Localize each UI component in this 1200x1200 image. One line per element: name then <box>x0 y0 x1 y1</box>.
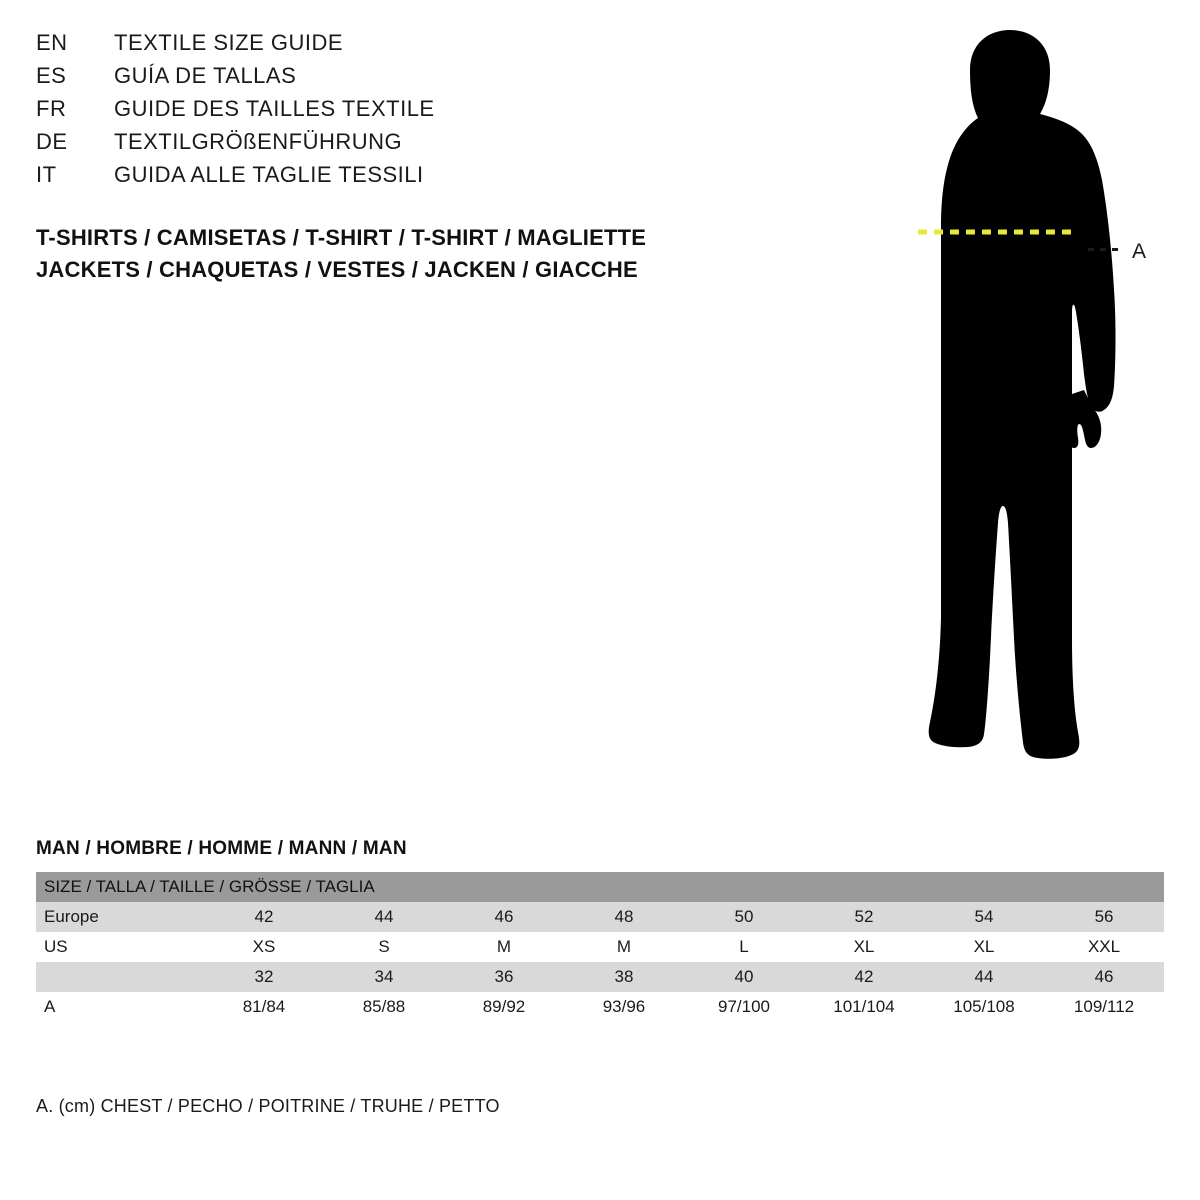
table-row <box>36 962 1164 992</box>
table-section-title: MAN / HOMBRE / HOMME / MANN / MAN <box>36 838 407 859</box>
table-cell: 93/96 <box>564 992 684 1022</box>
language-text: GUIDA ALLE TAGLIE TESSILI <box>114 162 424 187</box>
table-cell: M <box>564 932 684 962</box>
measure-label-a: A <box>1132 240 1147 263</box>
table-row <box>36 992 1164 1022</box>
language-row <box>36 30 736 63</box>
language-list <box>36 30 736 195</box>
table-header-row <box>36 872 1164 902</box>
table-cell: 42 <box>804 962 924 992</box>
category-jackets: JACKETS / CHAQUETAS / VESTES / JACKEN / GIACCHE <box>36 257 638 282</box>
table-cell: L <box>684 932 804 962</box>
footnote-chest-measure: A. (cm) CHEST / PECHO / POITRINE / TRUHE / PETTO <box>36 1096 500 1116</box>
row-label: US <box>36 932 204 962</box>
table-cell: 56 <box>1044 902 1164 932</box>
table-cell: 40 <box>684 962 804 992</box>
table-cell: S <box>324 932 444 962</box>
table-cell: 89/92 <box>444 992 564 1022</box>
table-cell: 105/108 <box>924 992 1044 1022</box>
language-row <box>36 162 736 195</box>
language-text: GUIDE DES TAILLES TEXTILE <box>114 96 435 121</box>
language-row <box>36 63 736 96</box>
language-text: TEXTILE SIZE GUIDE <box>114 30 344 55</box>
row-label: Europe <box>36 902 204 932</box>
table-cell: 109/112 <box>1044 992 1164 1022</box>
table-cell: XXL <box>1044 932 1164 962</box>
language-row <box>36 129 736 162</box>
size-table-section <box>36 838 1164 1022</box>
table-cell: 46 <box>1044 962 1164 992</box>
table-row <box>36 932 1164 962</box>
table-cell: 44 <box>324 902 444 932</box>
language-code: ES <box>36 63 67 88</box>
table-cell: 36 <box>444 962 564 992</box>
category-tshirts: T-SHIRTS / CAMISETAS / T-SHIRT / T-SHIRT / MAGLIETTE <box>36 225 647 250</box>
table-row <box>36 902 1164 932</box>
table-cell: 101/104 <box>804 992 924 1022</box>
measure-leader-line <box>1088 248 1124 251</box>
table-header-label: SIZE / TALLA / TAILLE / GRÖSSE / TAGLIA <box>36 872 1164 902</box>
language-text: TEXTILGRÖßENFÜHRUNG <box>114 129 403 154</box>
table-cell: 48 <box>564 902 684 932</box>
table-cell: XL <box>924 932 1044 962</box>
table-cell: XL <box>804 932 924 962</box>
male-silhouette-icon <box>820 18 1180 788</box>
language-code: EN <box>36 30 68 55</box>
category-list <box>36 222 796 286</box>
language-row <box>36 96 736 129</box>
table-cell: 54 <box>924 902 1044 932</box>
size-table <box>36 872 1164 1022</box>
language-code: FR <box>36 96 67 121</box>
row-label: A <box>36 992 204 1022</box>
language-code: DE <box>36 129 68 154</box>
table-cell: 52 <box>804 902 924 932</box>
row-label <box>36 962 204 992</box>
table-cell: 32 <box>204 962 324 992</box>
table-cell: 97/100 <box>684 992 804 1022</box>
table-cell: 34 <box>324 962 444 992</box>
table-cell: 44 <box>924 962 1044 992</box>
body-silhouette-figure <box>820 18 1180 788</box>
table-cell: 81/84 <box>204 992 324 1022</box>
table-cell: 85/88 <box>324 992 444 1022</box>
table-cell: 46 <box>444 902 564 932</box>
table-cell: 50 <box>684 902 804 932</box>
table-cell: XS <box>204 932 324 962</box>
table-cell: M <box>444 932 564 962</box>
table-cell: 42 <box>204 902 324 932</box>
language-text: GUÍA DE TALLAS <box>114 63 297 88</box>
table-cell: 38 <box>564 962 684 992</box>
language-code: IT <box>36 162 57 187</box>
